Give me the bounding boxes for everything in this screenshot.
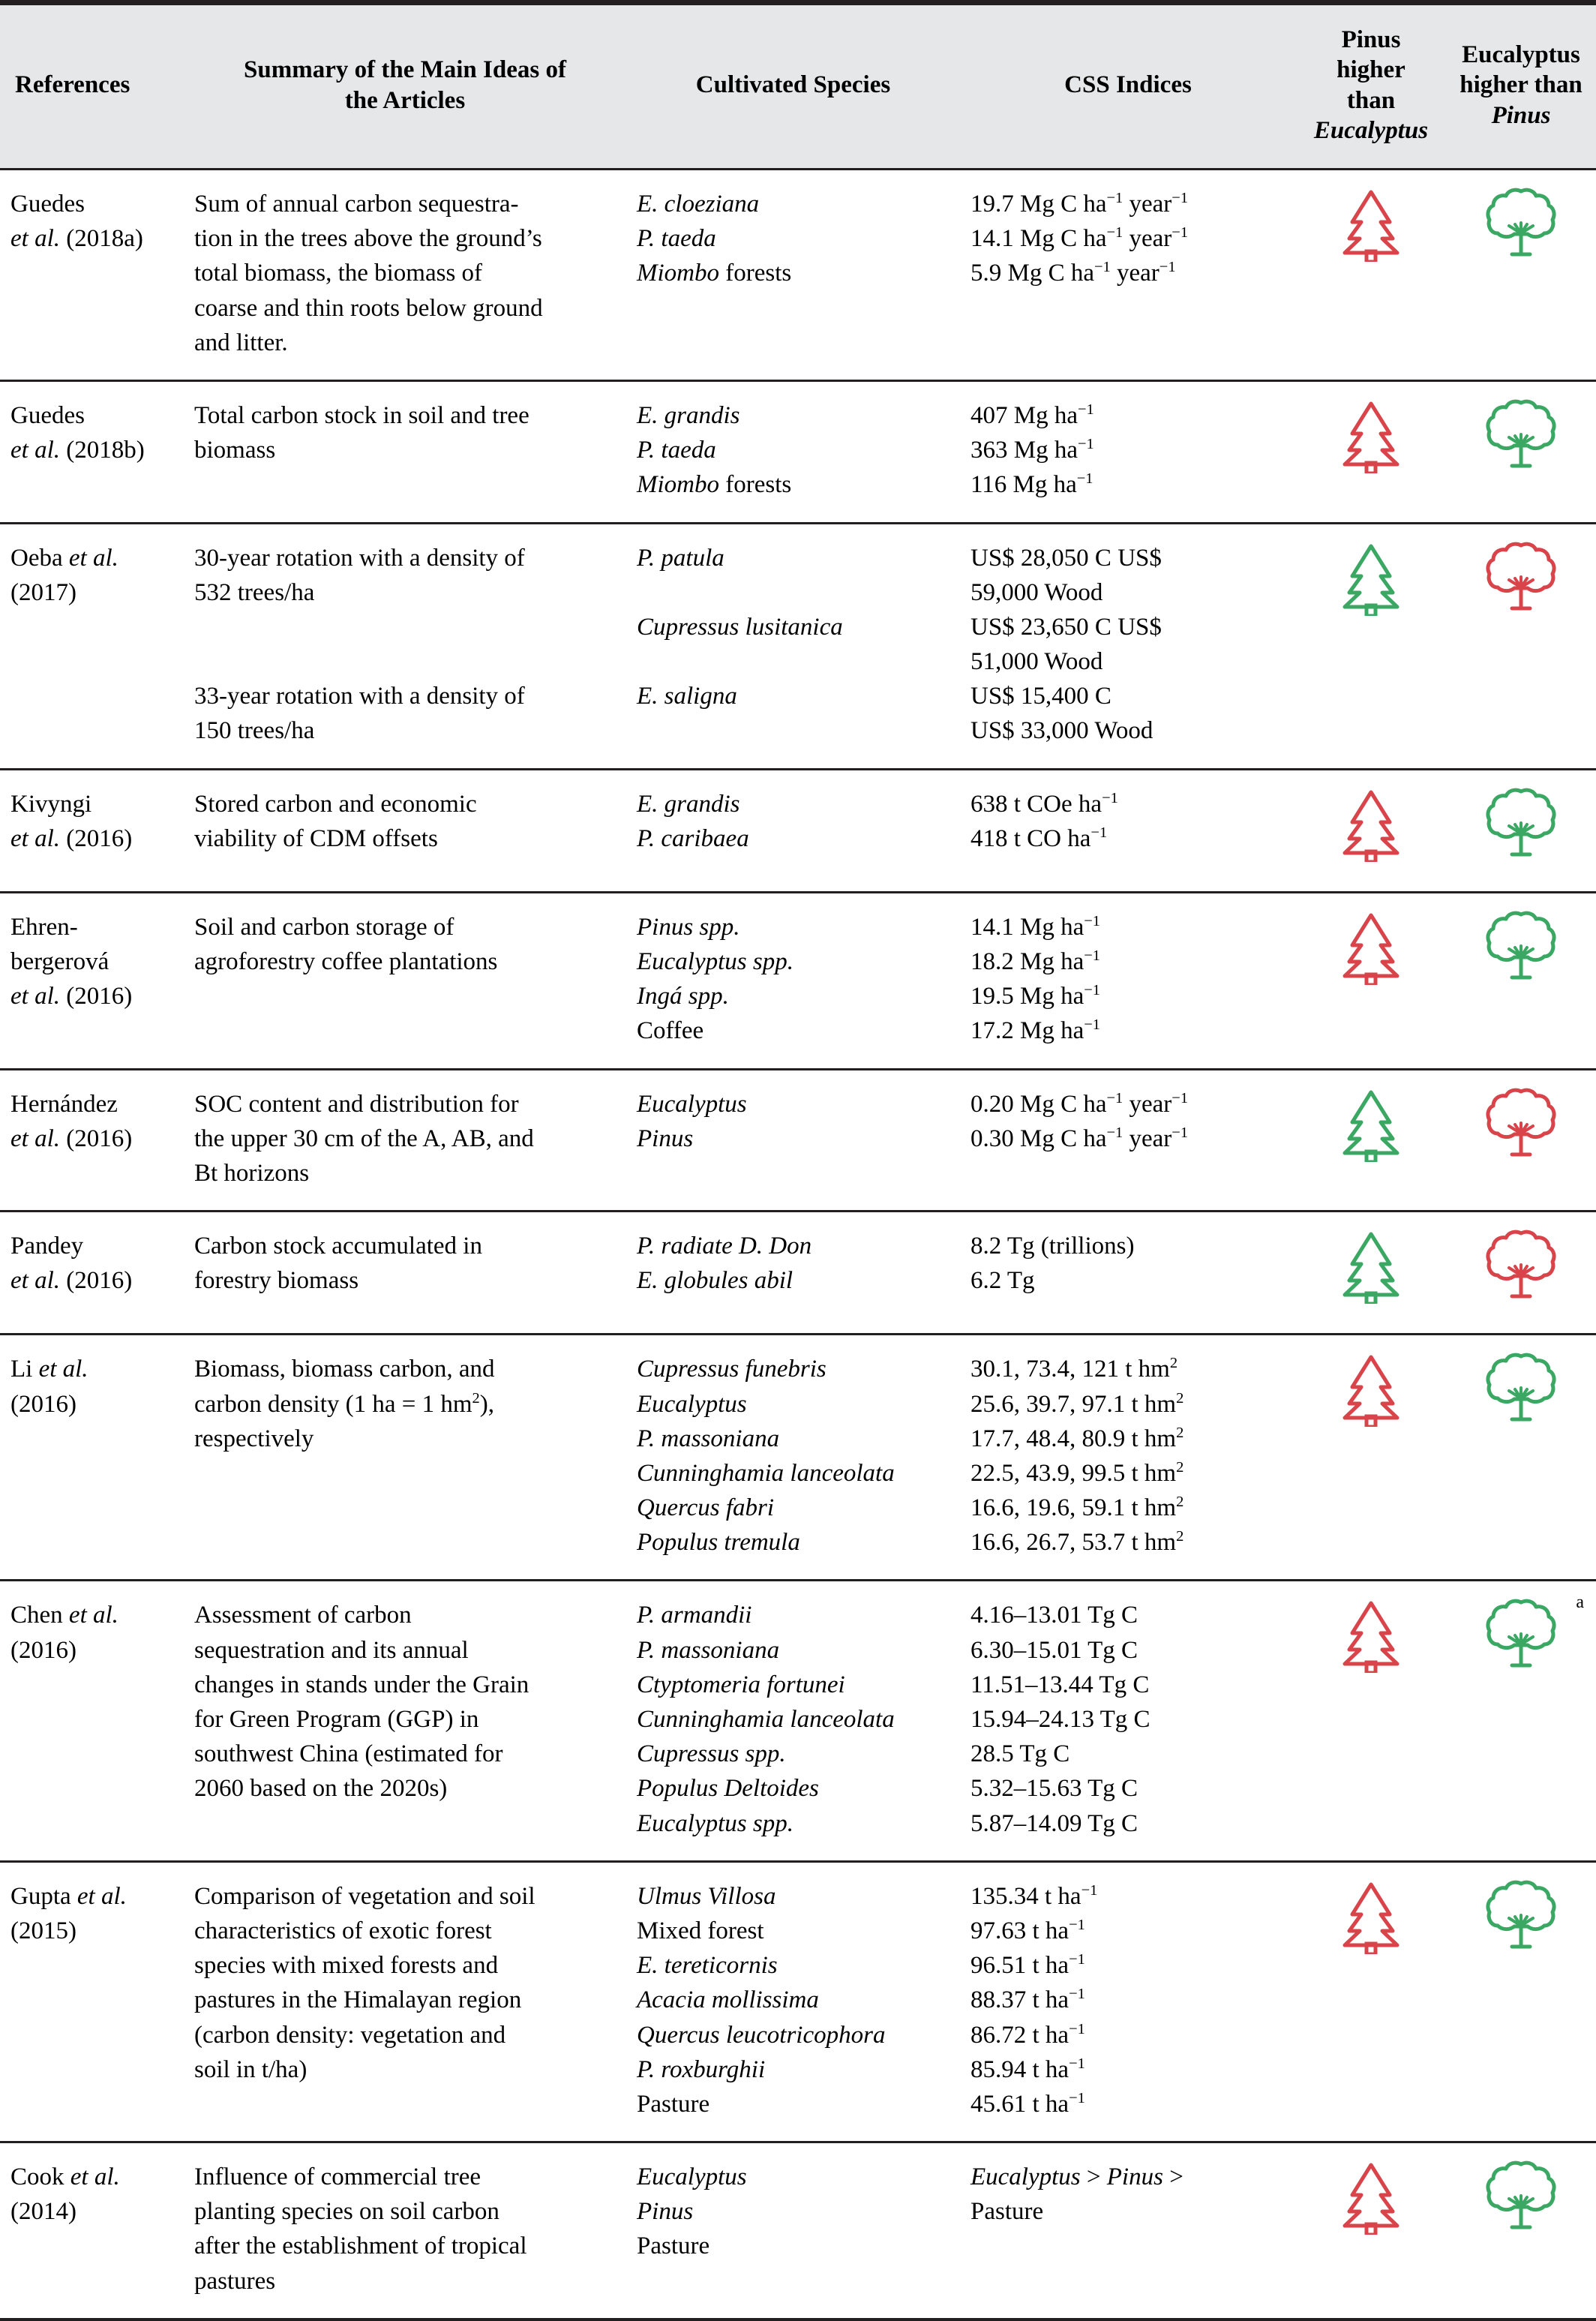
text-line: 363 Mg $ha^{-1}$: [970, 436, 1094, 464]
cell-references: [0, 1861, 184, 2142]
text-line: 638 t COe $ha^{-1}$: [970, 789, 1118, 818]
text-line: (2016): [10, 1390, 76, 1418]
pinus-header-line1: Pinus higher: [1336, 26, 1406, 84]
cell-pinus-higher: [1296, 1069, 1446, 1212]
text-line: Coffee: [637, 1017, 704, 1045]
cell-cultivated-species: [626, 523, 960, 769]
text-line: 5.9 Mg C $ha^{-1}$ year$^{-1}$: [970, 259, 1176, 287]
cell-references: [0, 1212, 184, 1335]
text-line: US$ 23,650 C US$: [970, 613, 1162, 641]
text-line: US$ 33,000 Wood: [970, 717, 1154, 745]
text-line: Assessment of carbon: [194, 1602, 412, 1629]
cell-summary: [184, 170, 626, 381]
cell-pinus-higher: [1296, 1212, 1446, 1335]
text-line: for Green Program (GGP) in: [194, 1706, 479, 1733]
text-line: Hernández: [10, 1090, 118, 1118]
eucalyptus-header-line1: Eucalyptus: [1462, 41, 1580, 69]
cell-cultivated-species: [626, 892, 960, 1069]
cell-summary: [184, 1861, 626, 2142]
text-line: et al. (2016): [10, 1267, 133, 1295]
cell-cultivated-species: [626, 1069, 960, 1212]
cell-css-indices: [960, 170, 1296, 381]
text-line: 5.87–14.09 Tg C: [970, 1809, 1138, 1837]
table-row: [0, 1335, 1596, 1581]
text-line: Cupressus spp.: [637, 1740, 786, 1768]
text-line: 17.7, 48.4, 80.9 t $hm^2$: [970, 1424, 1184, 1452]
text-line: Pinus: [637, 1124, 694, 1152]
cell-cultivated-species: [626, 2142, 960, 2319]
text-line: 14.1 Mg C $ha^{-1}$ year$^{-1}$: [970, 224, 1189, 253]
text-line: 11.51–13.44 Tg C: [970, 1671, 1150, 1698]
pine-tree-icon-green: [1339, 1087, 1403, 1162]
cell-css-indices: [960, 1581, 1296, 1861]
text-line: 19.7 Mg C $ha^{-1}$ year$^{-1}$: [970, 190, 1189, 218]
line-spacer: [194, 610, 616, 644]
cell-summary: [184, 1335, 626, 1581]
text-line: 150 trees/ha: [194, 717, 315, 745]
header-row: [0, 3, 1596, 170]
text-line: Ctyptomeria fortunei: [637, 1671, 845, 1698]
text-line: Eucalyptus > Pinus >: [970, 2163, 1184, 2191]
cell-cultivated-species: [626, 1335, 960, 1581]
text-line: Eucalyptus: [637, 1390, 747, 1418]
text-line: planting species on soil carbon: [194, 2198, 500, 2226]
cell-pinus-higher: [1296, 380, 1446, 523]
pinus-header-line2: than: [1346, 86, 1396, 114]
cell-css-indices: [960, 892, 1296, 1069]
text-line: 0.20 Mg C $ha^{-1}$ year$^{-1}$: [970, 1089, 1189, 1118]
text-line: Eucalyptus: [637, 1090, 747, 1118]
cell-references: [0, 1069, 184, 1212]
table-row: [0, 2142, 1596, 2319]
cell-css-indices: [960, 523, 1296, 769]
text-line: Cunninghamia lanceolata: [637, 1706, 895, 1733]
cell-references: [0, 380, 184, 523]
text-line: 15.94–24.13 Tg C: [970, 1706, 1150, 1733]
text-line: carbon density (1 ha = 1 $hm^2$),: [194, 1389, 494, 1418]
broadleaf-tree-icon-green: [1484, 787, 1558, 859]
line-spacer: [637, 644, 950, 679]
pine-tree-icon-red: [1339, 187, 1403, 262]
line-spacer: [194, 644, 616, 679]
text-line: Quercus leucotricophora: [637, 2021, 886, 2049]
text-line: (2016): [10, 1636, 76, 1664]
text-line: coarse and thin roots below ground: [194, 294, 543, 322]
text-line: US$ 28,050 C US$: [970, 544, 1162, 572]
text-line: (2017): [10, 578, 76, 606]
pinus-header-line3: Eucalyptus: [1313, 116, 1429, 144]
text-line: Gupta et al.: [10, 1882, 127, 1910]
cell-cultivated-species: [626, 1212, 960, 1335]
cell-references: [0, 1581, 184, 1861]
broadleaf-tree-icon-green: [1484, 187, 1558, 259]
cell-references: [0, 769, 184, 892]
text-line: Pasture: [970, 2198, 1044, 2226]
table-row: [0, 892, 1596, 1069]
text-line: E. tereticornis: [637, 1952, 778, 1980]
column-header-references: References: [0, 3, 184, 170]
cell-pinus-higher: [1296, 523, 1446, 769]
text-line: Comparison of vegetation and soil: [194, 1882, 536, 1910]
text-line: Pasture: [637, 2232, 710, 2260]
text-line: Bt horizons: [194, 1159, 310, 1187]
text-line: (carbon density: vegetation and: [194, 2021, 506, 2049]
text-line: Chen et al.: [10, 1602, 118, 1629]
text-line: 45.61 t $ha^{-1}$: [970, 2089, 1085, 2118]
text-line: 97.63 t $ha^{-1}$: [970, 1916, 1085, 1944]
text-line: after the establishment of tropical: [194, 2232, 527, 2260]
text-line: Eucalyptus spp.: [637, 1809, 794, 1837]
text-line: 2060 based on the 2020s): [194, 1775, 448, 1803]
pine-tree-icon-red: [1339, 787, 1403, 862]
text-line: respectively: [194, 1425, 314, 1452]
cell-summary: [184, 1581, 626, 1861]
text-line: bergerová: [10, 948, 110, 975]
cell-eucalyptus-higher: [1446, 170, 1596, 381]
cell-pinus-higher: [1296, 1861, 1446, 2142]
cell-summary: [184, 523, 626, 769]
text-line: 30-year rotation with a density of: [194, 544, 525, 572]
broadleaf-tree-icon-red: [1484, 1229, 1558, 1301]
text-line: Acacia mollissima: [637, 1986, 819, 2014]
text-line: Populus tremula: [637, 1529, 800, 1557]
text-line: P. taeda: [637, 437, 716, 464]
cell-summary: [184, 1069, 626, 1212]
column-header-css-indices: CSS Indices: [960, 3, 1296, 170]
text-line: southwest China (estimated for: [194, 1740, 503, 1768]
text-line: 407 Mg $ha^{-1}$: [970, 401, 1094, 429]
broadleaf-tree-icon-green: [1484, 398, 1558, 470]
text-line: Cupressus funebris: [637, 1356, 826, 1383]
cell-pinus-higher: [1296, 769, 1446, 892]
cell-pinus-higher: [1296, 1335, 1446, 1581]
cell-summary: [184, 2142, 626, 2319]
text-line: P. patula: [637, 544, 724, 572]
cell-cultivated-species: [626, 769, 960, 892]
text-line: Eucalyptus spp.: [637, 948, 794, 975]
broadleaf-tree-icon-green: [1484, 2160, 1558, 2232]
pine-tree-icon-red: [1339, 398, 1403, 473]
text-line: species with mixed forests and: [194, 1952, 499, 1980]
text-line: Pandey: [10, 1233, 84, 1260]
text-line: forestry biomass: [194, 1267, 359, 1295]
pine-tree-icon-red: [1339, 1598, 1403, 1673]
text-line: Soil and carbon storage of: [194, 913, 454, 941]
cell-references: [0, 2142, 184, 2319]
text-line: 14.1 Mg $ha^{-1}$: [970, 912, 1100, 941]
text-line: Carbon stock accumulated in: [194, 1233, 482, 1260]
text-line: Pinus: [637, 2198, 694, 2226]
text-line: P. massoniana: [637, 1636, 780, 1664]
cell-css-indices: [960, 1069, 1296, 1212]
cell-eucalyptus-higher: [1446, 1335, 1596, 1581]
broadleaf-tree-icon-red: [1484, 1087, 1558, 1159]
table-body: [0, 170, 1596, 2319]
cell-summary: [184, 380, 626, 523]
text-line: E. globules abil: [637, 1267, 794, 1295]
text-line: 6.2 Tg: [970, 1267, 1035, 1295]
cell-cultivated-species: [626, 170, 960, 381]
text-line: Kivyngi: [10, 790, 92, 818]
text-line: Ulmus Villosa: [637, 1882, 776, 1910]
cell-pinus-higher: [1296, 170, 1446, 381]
cell-css-indices: [960, 769, 1296, 892]
text-line: viability of CDM offsets: [194, 824, 438, 852]
text-line: pastures: [194, 2267, 276, 2295]
text-line: pastures in the Himalayan region: [194, 1986, 522, 2014]
text-line: 96.51 t $ha^{-1}$: [970, 1951, 1085, 1980]
column-header-cultivated-species: Cultivated Species: [626, 3, 960, 170]
text-line: 418 t CO $ha^{-1}$: [970, 824, 1108, 852]
text-line: characteristics of exotic forest: [194, 1917, 492, 1944]
text-line: et al. (2018b): [10, 437, 145, 464]
text-line: Ehren-: [10, 913, 78, 941]
table-row: [0, 380, 1596, 523]
table-row: [0, 523, 1596, 769]
cell-css-indices: [960, 380, 1296, 523]
line-spacer: [637, 575, 950, 610]
cell-eucalyptus-higher: [1446, 1212, 1596, 1335]
text-line: sequestration and its annual: [194, 1636, 469, 1664]
cell-eucalyptus-higher: [1446, 1861, 1596, 2142]
text-line: US$ 15,400 C: [970, 683, 1112, 710]
pine-tree-icon-red: [1339, 1879, 1403, 1954]
table-header: [0, 3, 1596, 170]
cell-summary: [184, 892, 626, 1069]
table-row: [0, 1212, 1596, 1335]
cell-eucalyptus-higher: [1446, 892, 1596, 1069]
text-line: Eucalyptus: [637, 2163, 747, 2191]
text-line: Cunninghamia lanceolata: [637, 1459, 895, 1487]
text-line: 85.94 t $ha^{-1}$: [970, 2055, 1085, 2083]
eucalyptus-header-line2: higher than: [1460, 71, 1582, 99]
text-line: changes in stands under the Grain: [194, 1671, 530, 1698]
text-line: 16.6, 26.7, 53.7 t $hm^2$: [970, 1528, 1184, 1557]
text-line: Influence of commercial tree: [194, 2163, 482, 2191]
table-row: [0, 1861, 1596, 2142]
text-line: et al. (2018a): [10, 225, 143, 253]
cell-pinus-higher: [1296, 2142, 1446, 2319]
text-line: 19.5 Mg $ha^{-1}$: [970, 982, 1100, 1010]
cell-references: [0, 1335, 184, 1581]
table-row: [0, 769, 1596, 892]
cell-css-indices: [960, 1335, 1296, 1581]
text-line: Pinus spp.: [637, 913, 740, 941]
text-line: agroforestry coffee plantations: [194, 948, 498, 975]
table-row: [0, 170, 1596, 381]
cell-eucalyptus-higher: [1446, 2142, 1596, 2319]
text-line: E. cloeziana: [637, 191, 760, 218]
eucalyptus-header-line3: Pinus: [1491, 101, 1551, 129]
pine-tree-icon-green: [1339, 1229, 1403, 1304]
text-line: (2015): [10, 1917, 76, 1944]
text-line: Pasture: [637, 2090, 710, 2118]
cell-css-indices: [960, 1861, 1296, 2142]
text-line: et al. (2016): [10, 1124, 133, 1152]
text-line: Populus Deltoides: [637, 1775, 819, 1803]
cell-eucalyptus-higher: [1446, 1069, 1596, 1212]
text-line: P. radiate D. Don: [637, 1233, 812, 1260]
text-line: 18.2 Mg $ha^{-1}$: [970, 947, 1100, 975]
text-line: biomass: [194, 437, 276, 464]
text-line: 0.30 Mg C $ha^{-1}$ year$^{-1}$: [970, 1124, 1189, 1152]
text-line: et al. (2016): [10, 983, 133, 1010]
cell-eucalyptus-higher: [1446, 769, 1596, 892]
text-line: Guedes: [10, 401, 85, 429]
text-line: P. caribaea: [637, 824, 749, 852]
text-line: and litter.: [194, 329, 288, 356]
text-line: 6.30–15.01 Tg C: [970, 1636, 1138, 1664]
text-line: 88.37 t $ha^{-1}$: [970, 1986, 1085, 2014]
text-line: et al. (2016): [10, 824, 133, 852]
broadleaf-tree-icon-green: [1484, 1593, 1584, 1670]
pine-tree-icon-green: [1339, 541, 1403, 616]
text-line: Cupressus lusitanica: [637, 613, 843, 641]
cell-summary: [184, 1212, 626, 1335]
cell-pinus-higher: [1296, 892, 1446, 1069]
footnote-marker: a: [1576, 1593, 1584, 1613]
text-line: 8.2 Tg (trillions): [970, 1233, 1135, 1260]
text-line: 33-year rotation with a density of: [194, 683, 525, 710]
text-line: 5.32–15.63 Tg C: [970, 1775, 1138, 1803]
table-row: [0, 1581, 1596, 1861]
cell-eucalyptus-higher: [1446, 380, 1596, 523]
text-line: Miombo forests: [637, 471, 792, 499]
text-line: 51,000 Wood: [970, 648, 1103, 676]
cell-eucalyptus-higher: [1446, 523, 1596, 769]
table-row: [0, 1069, 1596, 1212]
text-line: 4.16–13.01 Tg C: [970, 1602, 1138, 1629]
cell-css-indices: [960, 2142, 1296, 2319]
text-line: E. grandis: [637, 790, 740, 818]
text-line: (2014): [10, 2198, 76, 2226]
text-line: 59,000 Wood: [970, 578, 1103, 606]
cell-summary: [184, 769, 626, 892]
pine-tree-icon-red: [1339, 910, 1403, 985]
cell-references: [0, 523, 184, 769]
text-line: 25.6, 39.7, 97.1 t $hm^2$: [970, 1389, 1184, 1418]
column-header-pinus-higher: [1296, 3, 1446, 170]
text-line: Guedes: [10, 191, 85, 218]
text-line: 28.5 Tg C: [970, 1740, 1070, 1768]
text-line: 532 trees/ha: [194, 578, 315, 606]
text-line: 135.34 t $ha^{-1}$: [970, 1881, 1098, 1910]
text-line: E. saligna: [637, 683, 737, 710]
cell-cultivated-species: [626, 380, 960, 523]
text-line: 116 Mg $ha^{-1}$: [970, 470, 1094, 499]
text-line: 86.72 t $ha^{-1}$: [970, 2020, 1085, 2049]
text-line: E. grandis: [637, 401, 740, 429]
broadleaf-tree-icon-green: [1484, 1352, 1558, 1424]
text-line: Li et al.: [10, 1356, 88, 1383]
text-line: 17.2 Mg $ha^{-1}$: [970, 1016, 1100, 1045]
text-line: P. armandii: [637, 1602, 752, 1629]
text-line: Mixed forest: [637, 1917, 764, 1944]
text-line: 30.1, 73.4, 121 t $hm^2$: [970, 1355, 1178, 1383]
cell-eucalyptus-higher: [1446, 1581, 1596, 1861]
text-line: Cook et al.: [10, 2163, 120, 2191]
text-line: Stored carbon and economic: [194, 790, 477, 818]
text-line: Ingá spp.: [637, 983, 729, 1010]
text-line: Biomass, biomass carbon, and: [194, 1356, 495, 1383]
broadleaf-tree-icon-green: [1484, 1879, 1558, 1951]
text-line: total biomass, the biomass of: [194, 260, 483, 287]
broadleaf-tree-icon-red: [1484, 541, 1558, 613]
text-line: tion in the trees above the ground’s: [194, 225, 542, 253]
text-line: soil in t/ha): [194, 2055, 308, 2083]
text-line: 22.5, 43.9, 99.5 t $hm^2$: [970, 1458, 1184, 1487]
text-line: SOC content and distribution for: [194, 1090, 519, 1118]
text-line: the upper 30 cm of the A, AB, and: [194, 1124, 534, 1152]
text-line: P. massoniana: [637, 1425, 780, 1452]
column-header-eucalyptus-higher: [1446, 3, 1596, 170]
cell-css-indices: [960, 1212, 1296, 1335]
cell-references: [0, 170, 184, 381]
cell-cultivated-species: [626, 1861, 960, 2142]
text-line: 16.6, 19.6, 59.1 t $hm^2$: [970, 1494, 1184, 1522]
text-line: Quercus fabri: [637, 1494, 775, 1522]
text-line: Sum of annual carbon sequestra-: [194, 191, 519, 218]
text-line: Oeba et al.: [10, 544, 118, 572]
text-line: Total carbon stock in soil and tree: [194, 401, 530, 429]
text-line: Miombo forests: [637, 260, 792, 287]
column-header-summary: Summary of the Main Ideas of the Articles: [184, 3, 626, 170]
broadleaf-tree-icon-green: [1484, 910, 1558, 982]
pine-tree-icon-red: [1339, 2160, 1403, 2235]
cell-references: [0, 892, 184, 1069]
text-line: P. taeda: [637, 225, 716, 253]
cell-cultivated-species: [626, 1581, 960, 1861]
pine-tree-icon-red: [1339, 1352, 1403, 1427]
text-line: P. roxburghii: [637, 2055, 766, 2083]
cell-pinus-higher: [1296, 1581, 1446, 1861]
